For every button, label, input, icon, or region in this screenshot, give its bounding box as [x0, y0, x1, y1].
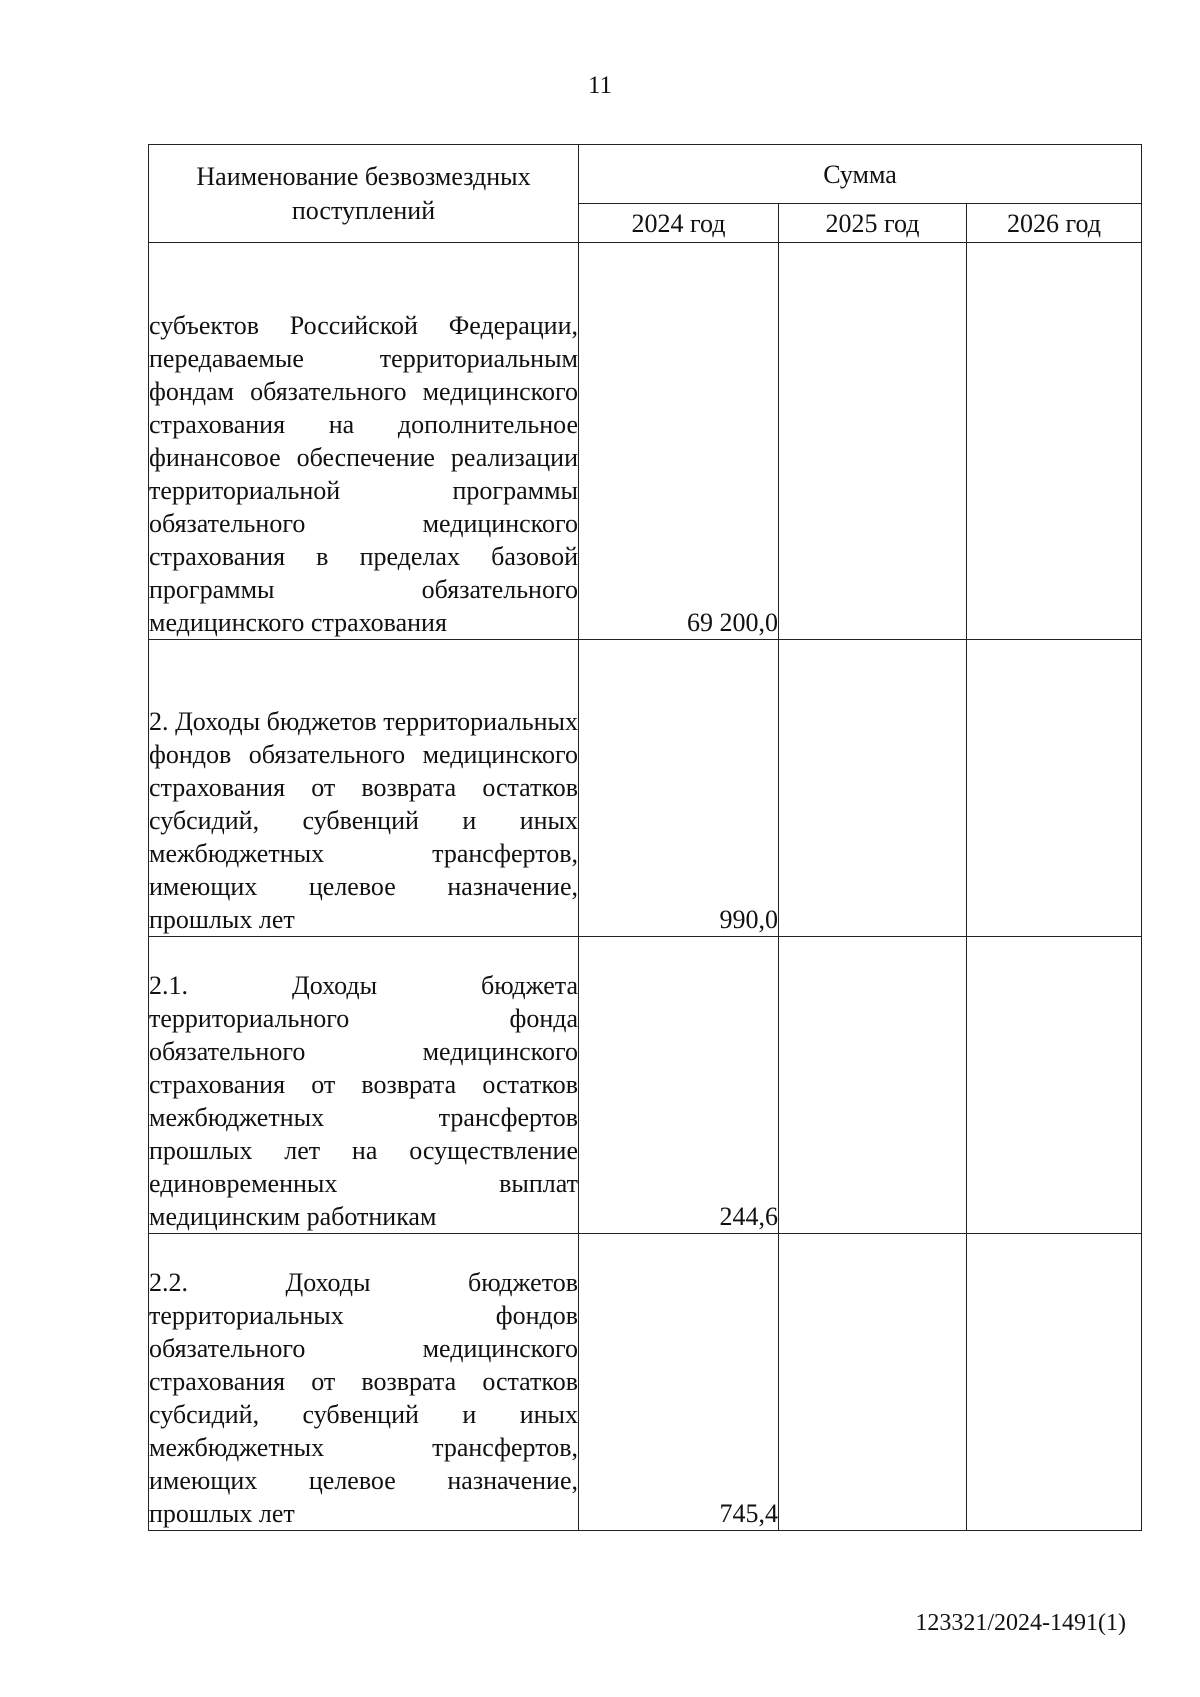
column-header-year-2024: 2024 год — [579, 204, 779, 243]
row-value-2025 — [779, 243, 967, 640]
row-value-2026 — [967, 937, 1142, 1234]
row-value-2025 — [779, 640, 967, 937]
table-row — [149, 243, 1142, 640]
row-name-cell: 2.1. Доходы бюджета территориального фонда обязательного медицинского страхования от возврата остатков межбюджетных трансфертов прошлых лет на осуществление единовременных выплат медицинским работникам — [149, 937, 579, 1234]
column-header-year-2025: 2025 год — [779, 204, 967, 243]
row-value-2025 — [779, 1234, 967, 1531]
row-value-2024: 69 200,0 — [579, 243, 779, 640]
document-number: 123321/2024-1491(1) — [915, 1610, 1126, 1636]
table-row — [149, 937, 1142, 1234]
column-header-sum: Сумма — [579, 145, 1142, 204]
table-row — [149, 1234, 1142, 1531]
row-name-cell: субъектов Российской Федерации, передаваемые территориальным фондам обязательного медицинского страхования на дополнительное финансовое обеспечение реализации территориальной программы обязательного медицинского страхования в пределах базовой программы обязательного медицинского страхования — [149, 243, 579, 640]
row-value-2026 — [967, 243, 1142, 640]
row-value-2024: 990,0 — [579, 640, 779, 937]
row-name-cell: 2.2. Доходы бюджетов территориальных фондов обязательного медицинского страхования от возврата остатков субсидий, субвенций и иных межбюджетных трансфертов, имеющих целевое назначение, прошлых лет — [149, 1234, 579, 1531]
row-name-cell: 2. Доходы бюджетов территориальных фондов обязательного медицинского страхования от возврата остатков субсидий, субвенций и иных межбюджетных трансфертов, имеющих целевое назначение, прошлых лет — [149, 640, 579, 937]
column-header-year-2026: 2026 год — [967, 204, 1142, 243]
column-header-name: Наименование безвозмездных поступлений — [149, 145, 579, 243]
row-value-2026 — [967, 1234, 1142, 1531]
table-row — [149, 640, 1142, 937]
page-number: 11 — [587, 72, 613, 99]
revenue-table — [148, 144, 1142, 1531]
row-value-2024: 745,4 — [579, 1234, 779, 1531]
row-value-2024: 244,6 — [579, 937, 779, 1234]
row-value-2026 — [967, 640, 1142, 937]
row-value-2025 — [779, 937, 967, 1234]
